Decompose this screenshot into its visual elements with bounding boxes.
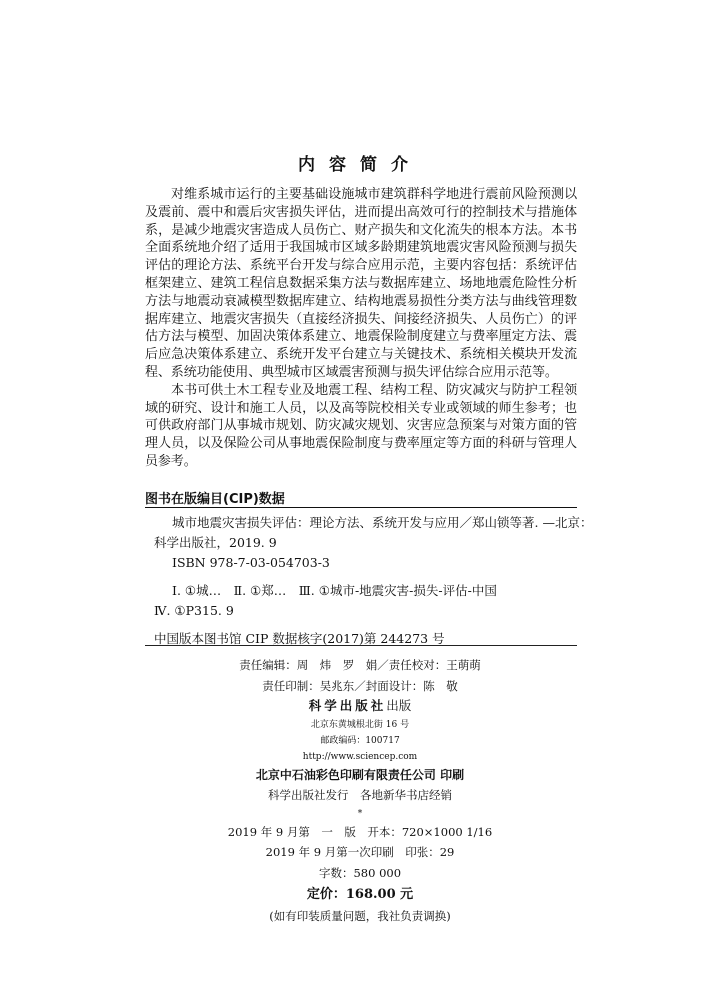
credits <box>0 655 720 926</box>
printing-line: 责任印制：吴兆东／封面设计：陈 敬 <box>262 678 458 693</box>
word-count-line: 字数：580 000 <box>318 865 402 880</box>
cip-subjects: Ⅳ. ①P315. 9 <box>154 603 234 618</box>
separator-star: * <box>357 808 363 819</box>
website-url: http://www.sciencep.com <box>302 751 418 762</box>
notice-line: (如有印装质量问题，我社负责调换) <box>269 908 451 923</box>
edition-line: 2019 年 9 月第 一 版 开本：720×1000 1/16 <box>227 824 493 839</box>
cip-data-number: 中国版本图书馆 CIP 数据核字(2017)第 244273 号 <box>154 631 445 646</box>
cip-record <box>145 513 593 649</box>
summary-paragraph: 本书可供土木工程专业及地震工程、结构工程、防灾减灾与防护工程领域的研究、设计和施工人员，以及高等院校相关专业或领域的师生参考；也可供政府部门从事城市规划、防灾减灾规划、灾害应急预案与对策方面的管理人员，以及保险公司从事地震保险制度与费率厘定等方面的科研与管理人员参考。 <box>145 382 577 469</box>
impression-line: 2019 年 9 月第一次印刷 印张：29 <box>265 845 455 859</box>
price-line: 定价：168.00 元 <box>306 887 414 902</box>
cip-subjects: Ⅰ. ①城… Ⅱ. ①郑… Ⅲ. ①城市-地震灾害-损失-评估-中国 <box>172 583 497 598</box>
summary-title: 内容简介 <box>298 155 422 175</box>
cip-heading: 图书在版编目(CIP)数据 <box>145 492 285 507</box>
address-line: 北京东黄城根北街 16 号 <box>310 719 410 730</box>
publisher-name: 科学出版社 <box>308 698 387 713</box>
divider <box>145 507 577 508</box>
cip-record-line: 科学出版社，2019. 9 <box>154 535 277 550</box>
divider <box>145 645 577 646</box>
publisher-line <box>0 696 720 717</box>
printer-line: 北京中石油彩色印刷有限责任公司 印刷 <box>255 767 465 782</box>
summary-paragraph: 对维系城市运行的主要基础设施城市建筑群科学地进行震前风险预测以及震前、震中和震后灾害损失评估，进而提出高效可行的控制技术与措施体系，是减少地震灾害造成人员伤亡、财产损失和文化流失的根本方法。本书全面系统地介绍了适用于我国城市区域多龄期建筑地震灾害风险预测与损失评估的理论方法、系统平台开发与综合应用示范，主要内容包括：系统评估框架建立、建筑工程信息数据采集方法与数据库建立、场地地震危险性分析方法与地震动衰减模型数据库建立、结构地震易损性分类方法与曲线管理数据库建立、地震灾害损失（直接经济损失、间接经济损失、人员伤亡）的评估方法与模型、加固决策体系建立、地震保险制度建立与费率厘定方法、震后应急决策体系建立、系统开发平台建立与关键技术、系统相关模块开发流程、系统功能使用、典型城市区域震害预测与损失评估综合应用示范等。 <box>145 187 577 380</box>
postcode-line: 邮政编码：100717 <box>320 735 400 746</box>
summary-body <box>145 186 577 471</box>
editors-line: 责任编辑：周 炜 罗 娟／责任校对：王萌萌 <box>239 658 481 672</box>
cip-isbn: ISBN 978-7-03-054703-3 <box>172 555 330 570</box>
publisher-suffix: 出版 <box>386 698 412 713</box>
distribution-line: 科学出版社发行 各地新华书店经销 <box>268 788 452 802</box>
cip-record-line: 城市地震灾害损失评估：理论方法、系统开发与应用／郑山锁等著. —北京： <box>172 515 593 530</box>
